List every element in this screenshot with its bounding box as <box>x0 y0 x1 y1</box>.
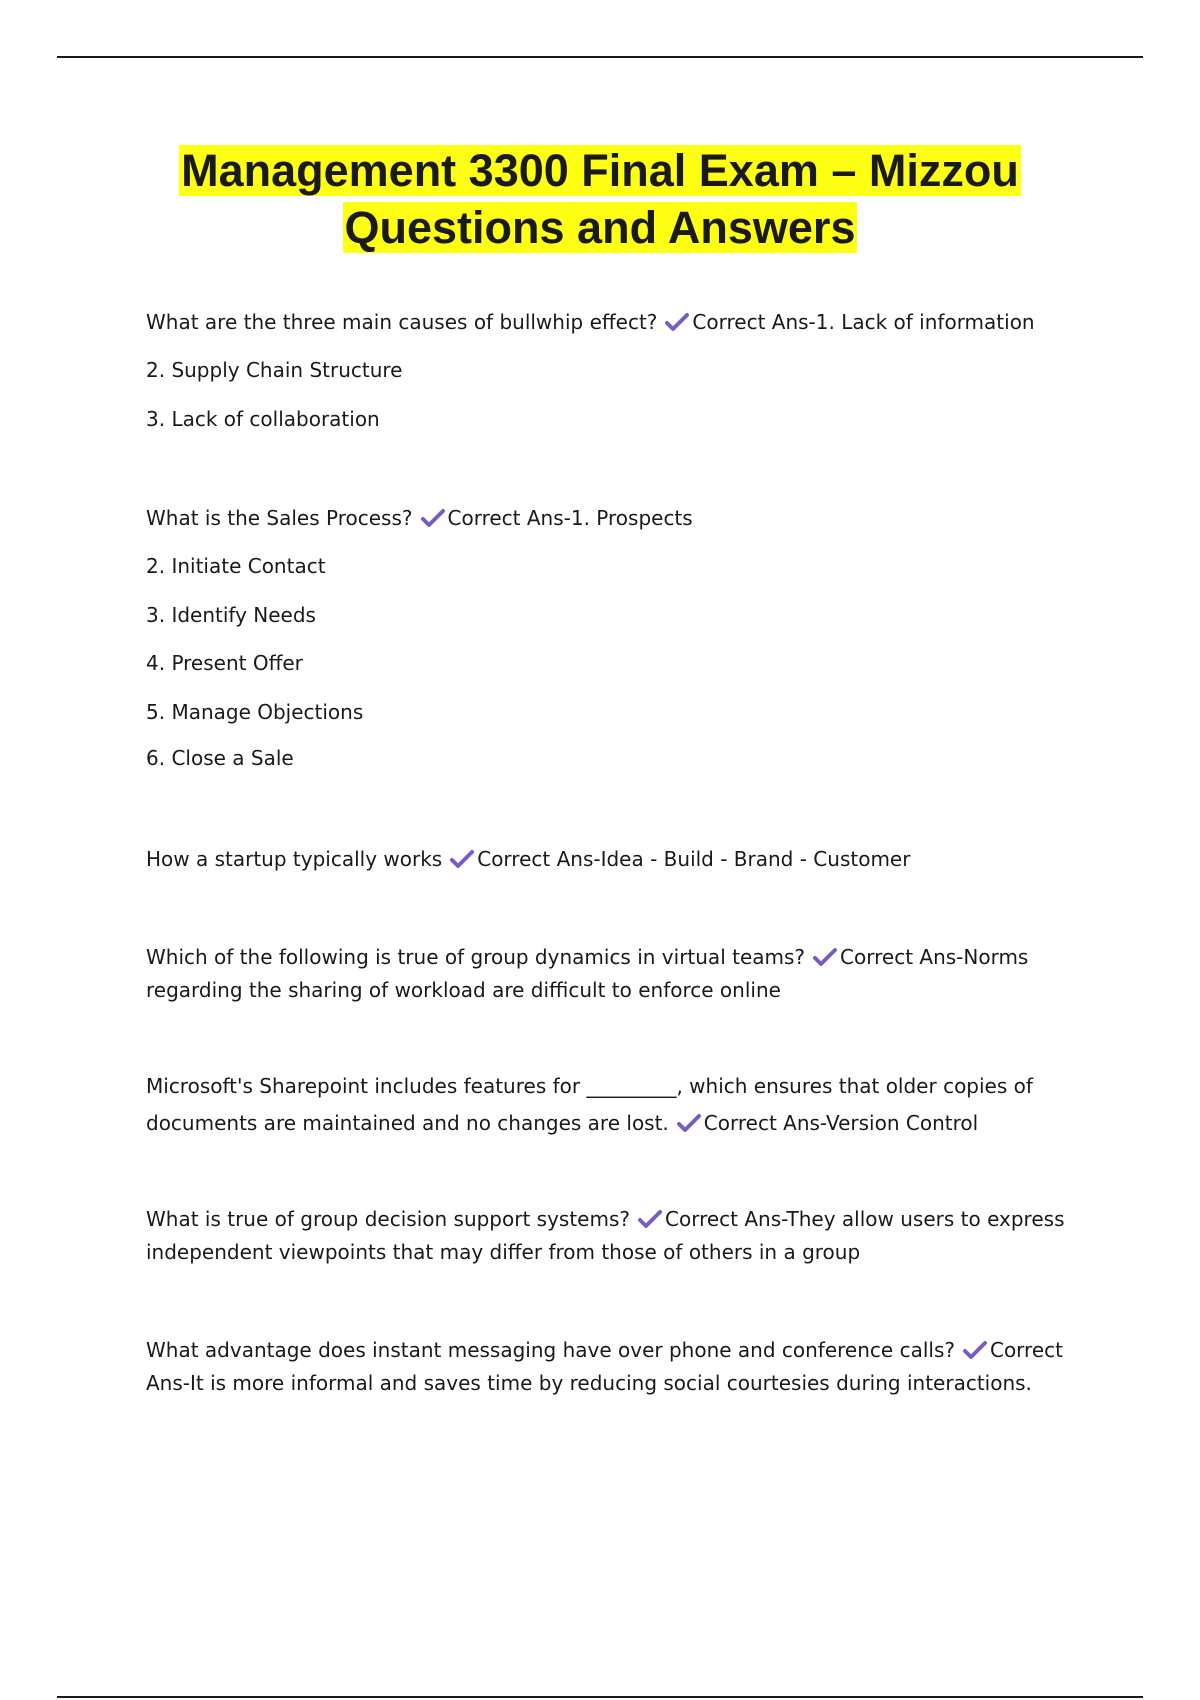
qa-item <box>146 505 693 531</box>
question-text: What advantage does instant messaging have over phone and conference calls? <box>146 1338 955 1362</box>
checkmark-icon <box>421 508 445 528</box>
question-text: What is true of group decision support systems? <box>146 1207 631 1231</box>
checkmark-icon <box>665 312 689 332</box>
answer-text: Correct Ans-Norms regarding the sharing of workload are difficult to enforce online <box>146 945 1029 1002</box>
question-text: What is the Sales Process? <box>146 506 413 530</box>
answer-text: Correct Ans-It is more informal and saves time by reducing social courtesies during interactions. <box>146 1338 1063 1395</box>
qa-item <box>146 309 1035 335</box>
qa-item <box>146 1334 1096 1400</box>
document-title <box>0 142 1200 256</box>
answer-line: 4. Present Offer <box>146 651 303 675</box>
title-line-1: Management 3300 Final Exam – Mizzou <box>181 145 1019 196</box>
answer-line: 6. Close a Sale <box>146 746 294 770</box>
answer-text: Correct Ans-They allow users to express independent viewpoints that may differ from those of others in a group <box>146 1207 1065 1264</box>
title-line-2: Questions and Answers <box>344 202 856 253</box>
question-text: Microsoft's Sharepoint includes features for _________, which ensures that older copies of documents are maintained and no changes are lost. <box>146 1074 1033 1135</box>
answer-text: Correct Ans-Idea - Build - Brand - Customer <box>477 847 911 871</box>
answer-text: Correct Ans-1. Prospects <box>447 506 693 530</box>
answer-line: 3. Lack of collaboration <box>146 407 380 431</box>
answer-text: Correct Ans-1. Lack of information <box>692 310 1035 334</box>
checkmark-icon <box>638 1209 662 1229</box>
question-text: What are the three main causes of bullwhip effect? <box>146 310 658 334</box>
question-text: How a startup typically works <box>146 847 443 871</box>
checkmark-icon <box>963 1340 987 1360</box>
question-text: Which of the following is true of group dynamics in virtual teams? <box>146 945 806 969</box>
answer-line: 5. Manage Objections <box>146 700 364 724</box>
answer-line: 3. Identify Needs <box>146 603 316 627</box>
answer-line: 2. Initiate Contact <box>146 554 326 578</box>
qa-item <box>146 941 1096 1007</box>
qa-item <box>146 1068 1096 1142</box>
answer-line: 2. Supply Chain Structure <box>146 358 403 382</box>
answer-text: Correct Ans-Version Control <box>703 1111 979 1135</box>
checkmark-icon <box>450 849 474 869</box>
bottom-rule <box>57 1696 1143 1698</box>
checkmark-icon <box>813 947 837 967</box>
checkmark-icon <box>677 1113 701 1133</box>
top-rule <box>57 56 1143 58</box>
qa-item <box>146 1203 1096 1269</box>
qa-item <box>146 846 910 872</box>
